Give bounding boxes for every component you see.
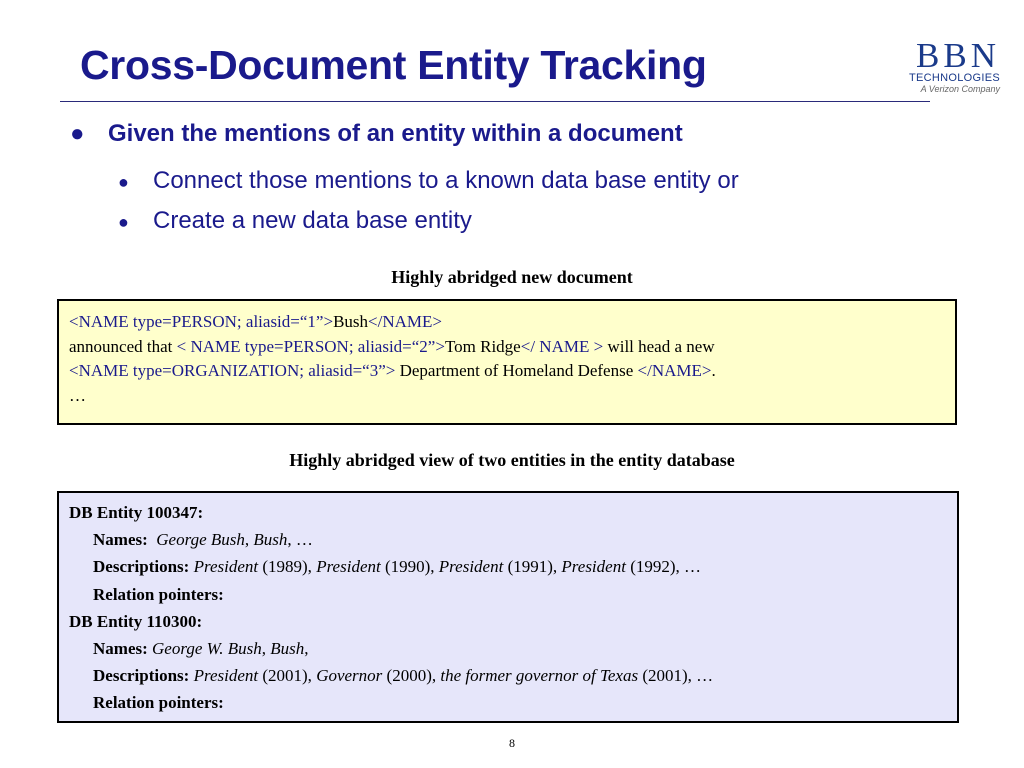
- doc-line-4: …: [69, 385, 86, 405]
- doc-text: .: [711, 361, 716, 380]
- name-tag-open: <NAME type=ORGANIZATION; aliasid=“3”>: [69, 361, 396, 380]
- entity-mention: Bush: [333, 312, 369, 331]
- name-tag-open: < NAME type=PERSON; aliasid=“2”>: [176, 336, 445, 356]
- sub-bullet-1-text: Connect those mentions to a known data base entity or: [153, 167, 739, 194]
- relations-label: Relation pointers:: [93, 584, 224, 604]
- name-tag-close: </ NAME >: [520, 336, 604, 356]
- entity-mention: Tom Ridge: [444, 336, 521, 356]
- entity-1-descriptions: Descriptions: President (1989), President (1990), President (1991), President (1992), …: [93, 557, 702, 577]
- bullet-dot-icon: ●: [118, 212, 129, 232]
- entity-2-descriptions: Descriptions: President (2001), Governor (2000), the former governor of Texas (2001), …: [93, 666, 714, 686]
- main-bullet: [70, 120, 683, 148]
- name-tag-close: </NAME>: [368, 312, 442, 331]
- name-tag-close: </NAME>: [637, 361, 712, 380]
- bullet-dot-icon: ●: [70, 120, 85, 147]
- entity-2-header: DB Entity 110300:: [69, 611, 203, 631]
- logo-tagline: A Verizon Company: [920, 84, 1000, 94]
- relations-label: Relation pointers:: [93, 693, 224, 713]
- entity-mention: Department of Homeland Defense: [395, 361, 638, 380]
- page-number: 8: [509, 736, 515, 750]
- slide-title: Cross-Document Entity Tracking: [80, 42, 707, 88]
- title-divider: [60, 101, 930, 102]
- sub-bullet-1: [118, 167, 739, 195]
- document-box: [57, 299, 957, 425]
- descriptions-label: Descriptions:: [93, 557, 190, 577]
- sub-bullet-2-text: Create a new data base entity: [153, 207, 472, 234]
- doc-line-3: [69, 359, 945, 384]
- logo-name: BBN: [916, 36, 1000, 75]
- database-caption: Highly abridged view of two entities in the entity database: [289, 450, 735, 470]
- names-label: Names:: [93, 530, 148, 550]
- sub-bullet-2: [118, 207, 472, 235]
- name-tag-open: <NAME type=PERSON; aliasid=“1”>: [69, 312, 334, 331]
- descriptions-label: Descriptions:: [93, 666, 190, 686]
- entity-1-names: Names: George Bush, Bush, …: [93, 530, 313, 550]
- entity-2-names: Names: George W. Bush, Bush,: [93, 639, 309, 659]
- names-label: Names:: [93, 639, 148, 659]
- bullet-dot-icon: ●: [118, 172, 129, 192]
- doc-line-2: [69, 335, 945, 360]
- document-caption: Highly abridged new document: [391, 267, 633, 287]
- entity-1-header: DB Entity 100347:: [69, 503, 204, 522]
- bbn-logo: [900, 36, 1000, 94]
- entity-1-relations: [69, 581, 947, 608]
- doc-text: will head a new: [603, 336, 715, 356]
- logo-subtitle: TECHNOLOGIES: [908, 72, 1000, 84]
- entity-2-relations: [69, 689, 947, 716]
- doc-text: announced that: [69, 336, 177, 356]
- database-box: [57, 491, 959, 723]
- main-bullet-text: Given the mentions of an entity within a document: [108, 120, 683, 147]
- doc-line-1: [69, 310, 945, 335]
